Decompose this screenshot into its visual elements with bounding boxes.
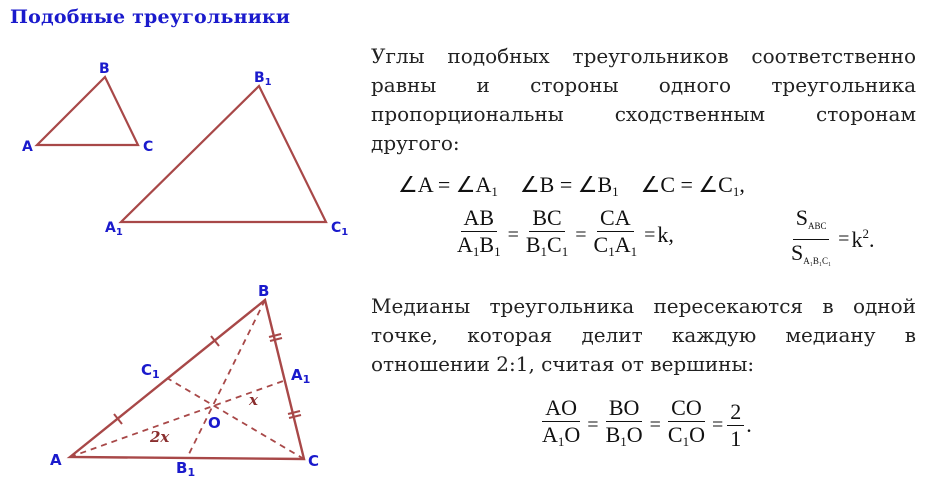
median-label-b1: $B_1$ [176, 459, 196, 479]
median-label-a1: $A_1$ [291, 366, 311, 386]
median-c [167, 378, 304, 459]
median-label-c: C [308, 452, 320, 470]
label-x: x [249, 391, 258, 409]
large-label-a: $A_1$ [105, 220, 123, 238]
median-label-o: O [208, 414, 221, 432]
page-title: Подобные треугольники [10, 6, 291, 28]
angle-eq-a: ∠A = $\angle A_1$ [398, 172, 498, 199]
small-label-c: C [143, 139, 154, 155]
median-label-b: B [258, 282, 270, 300]
large-label-c: $C_1$ [331, 220, 349, 238]
median-triangle [70, 300, 304, 459]
angle-equalities [398, 172, 745, 200]
side-ratio-formula: $\frac{AB}{A_1B_1}$ = $\frac{BC}{B_1C_1}$ = $\frac{CA}{C_1A_1}$ =k, [457, 205, 674, 259]
label-2x: 2x [150, 428, 170, 446]
median-ratio-formula: $\frac{AO}{A_1O}$ = $\frac{BO}{B_1O}$ = $\frac{CO}{C_1O}$ = $\frac{2}{1}$ . [542, 395, 752, 451]
median-label-c1: $C_1$ [141, 361, 160, 381]
median-label-a: A [50, 451, 62, 469]
small-triangle [37, 77, 138, 145]
median-b [187, 300, 265, 458]
medians-paragraph: Медианы треугольника пересекаются в одной точке, которая делит каждую медиану в отношении 2:1, считая от вершины: [371, 294, 916, 376]
small-label-b: B [99, 61, 110, 77]
angle-eq-b: ∠B = $\angle B_1$ [519, 172, 619, 199]
large-label-b: $B_1$ [254, 70, 272, 88]
area-ratio-formula: $\frac{S_{ABC}}{S_{A_1B_1C_1}}$ $=k^2$. [791, 205, 875, 266]
small-label-a: A [22, 139, 33, 155]
angle-eq-c: ∠C = $\angle C_1$, [640, 172, 745, 199]
similarity-paragraph: Углы подобных треугольников соответственно равны и стороны одного треугольника пропорциональны сходственным сторонам другого: [371, 44, 916, 155]
